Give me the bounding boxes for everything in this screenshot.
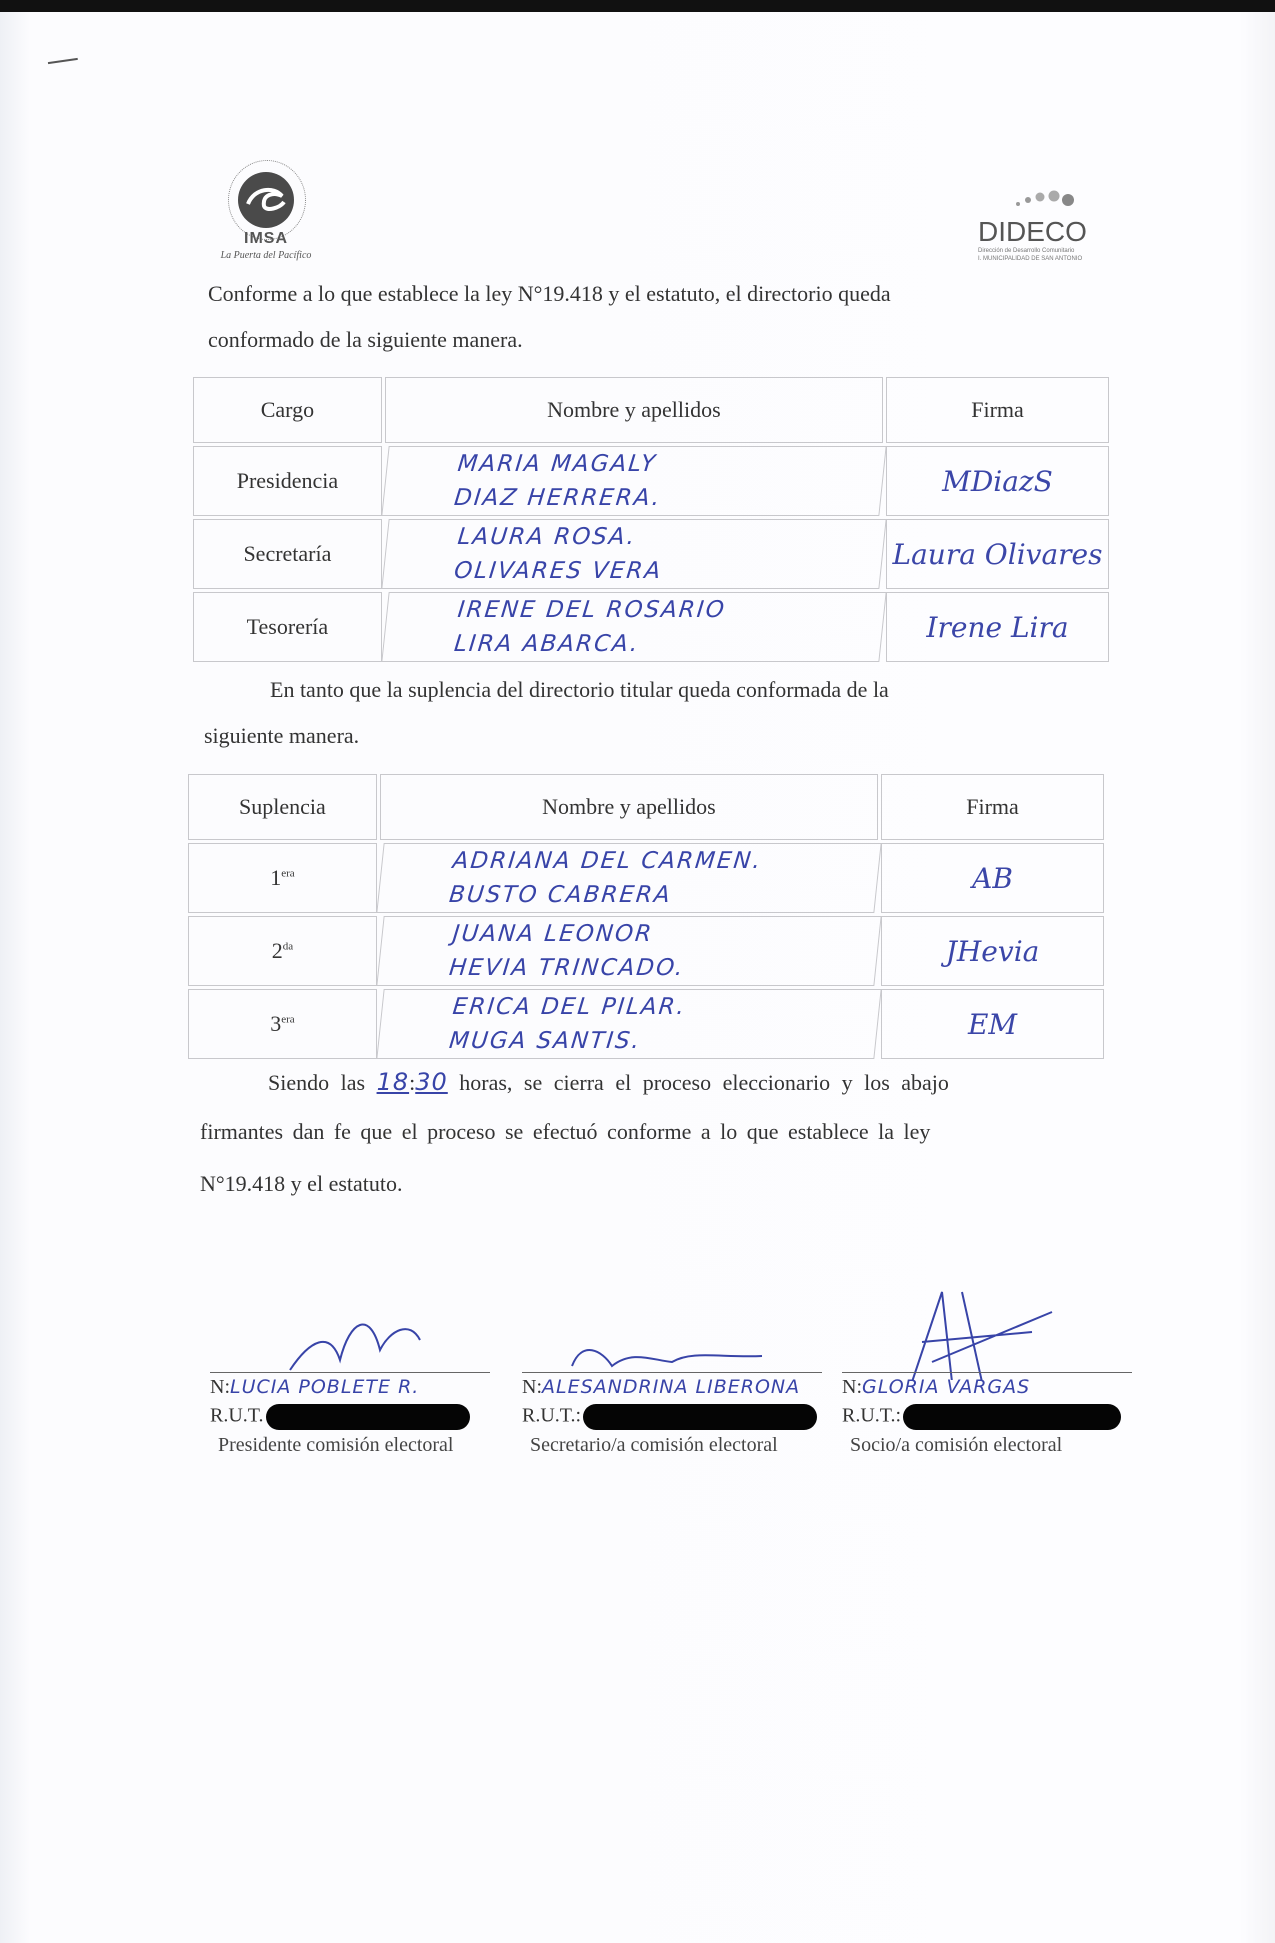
suplencia-order: $2^{da}$ [188, 916, 377, 986]
signature-line [522, 1372, 822, 1373]
imsa-logo [210, 160, 320, 272]
redaction-bar [266, 1404, 470, 1430]
signer-presidente [210, 1300, 490, 1470]
signer-rut-row: R.U.T.: [842, 1404, 1121, 1430]
signer-name-row: N:GLORIA VARGAS [842, 1376, 1031, 1398]
imsa-tagline: La Puerta del Pacífico [220, 250, 312, 261]
table-row [193, 519, 1109, 589]
signature-suplencia-3: EM [881, 989, 1104, 1059]
handwritten-name: ADRIANA DEL CARMEN. BUSTO CABRERA [376, 843, 882, 913]
signature-line [210, 1372, 490, 1373]
header-firma: Firma [886, 377, 1109, 443]
imsa-logo-text: IMSA [244, 230, 288, 247]
redaction-bar [903, 1404, 1121, 1430]
handwritten-name: LAURA ROSA. OLIVARES VERA [381, 519, 887, 589]
signer-rut-row: R.U.T.: [522, 1404, 817, 1430]
signer-name: GLORIA VARGAS [862, 1376, 1031, 1398]
suplencia-order: $1^{era}$ [188, 843, 377, 913]
table-row [188, 916, 1104, 986]
dideco-logo [970, 186, 1100, 266]
signer-name: LUCIA POBLETE R. [230, 1376, 420, 1398]
signer-name-row: N:LUCIA POBLETE R. [210, 1376, 420, 1398]
signature-scribble [562, 1300, 782, 1380]
signature-suplencia-2: JHevia [881, 916, 1104, 986]
closing-minute: 30 [415, 1068, 448, 1096]
cargo-cell: Presidencia [193, 446, 382, 516]
handwritten-name: JUANA LEONOR HEVIA TRINCADO. [376, 916, 882, 986]
suplencia-intro-line-1: En tanto que la suplencia del directorio titular queda conformada de la [270, 677, 889, 702]
dideco-subtitle: Dirección de Desarrollo Comunitario [978, 248, 1075, 254]
suplencia-intro-line-2: siguiente manera. [204, 723, 360, 748]
scan-speck [48, 58, 78, 66]
signature-scribble [882, 1264, 1102, 1380]
signature-line [842, 1372, 1132, 1373]
cargo-cell: Secretaría [193, 519, 382, 589]
closing-hour: 18 [376, 1068, 410, 1096]
signer-name-row: N:ALESANDRINA LIBERONA [522, 1376, 801, 1398]
signature-secretaria: Laura Olivares [886, 519, 1109, 589]
signer-rut-row: R.U.T. [210, 1404, 470, 1430]
signer-role: Presidente comisión electoral [218, 1434, 454, 1456]
suplencia-table [185, 771, 1107, 1062]
handwritten-name: IRENE DEL ROSARIO LIRA ABARCA. [381, 592, 887, 662]
directorio-table [190, 374, 1112, 665]
signer-secretario [522, 1300, 822, 1470]
intro-line-1: Conforme a lo que establece la ley N°19.418 y el estatuto, el directorio queda [208, 281, 891, 306]
scan-top-border [0, 0, 1275, 12]
table-row [193, 592, 1109, 662]
table-row [193, 446, 1109, 516]
dots-icon [1012, 186, 1092, 216]
dideco-logo-text: DIDECO [978, 216, 1087, 247]
signer-socio [842, 1300, 1132, 1470]
signature-tesoreria: Irene Lira [886, 592, 1109, 662]
closing-line-3: N°19.418 y el estatuto. [200, 1171, 403, 1196]
handwritten-name: ERICA DEL PILAR. MUGA SANTIS. [376, 989, 882, 1059]
signature-presidencia: MDiazS [886, 446, 1109, 516]
header-suplencia: Suplencia [188, 774, 377, 840]
signer-name: ALESANDRINA LIBERONA [542, 1376, 801, 1398]
handwritten-name: MARIA MAGALY DIAZ HERRERA. [381, 446, 887, 516]
table-row [188, 989, 1104, 1059]
wave-icon [244, 184, 288, 214]
table-row [188, 843, 1104, 913]
redaction-bar [583, 1404, 817, 1430]
header-firma: Firma [881, 774, 1104, 840]
signature-suplencia-1: AB [881, 843, 1104, 913]
dideco-municipality: I. MUNICIPALIDAD DE SAN ANTONIO [978, 256, 1083, 262]
header-nombre: Nombre y apellidos [380, 774, 878, 840]
closing-line-1: Siendo las 18:30 horas, se cierra el proceso eleccionario y los abajo [268, 1068, 949, 1096]
header-cargo: Cargo [193, 377, 382, 443]
signer-role: Secretario/a comisión electoral [530, 1434, 778, 1456]
closing-line-2: firmantes dan fe que el proceso se efectuó conforme a lo que establece la ley [200, 1119, 931, 1144]
signature-scribble [250, 1300, 470, 1380]
intro-line-2: conformado de la siguiente manera. [208, 327, 523, 352]
header-nombre: Nombre y apellidos [385, 377, 883, 443]
cargo-cell: Tesorería [193, 592, 382, 662]
suplencia-order: $3^{era}$ [188, 989, 377, 1059]
signer-role: Socio/a comisión electoral [850, 1434, 1063, 1456]
